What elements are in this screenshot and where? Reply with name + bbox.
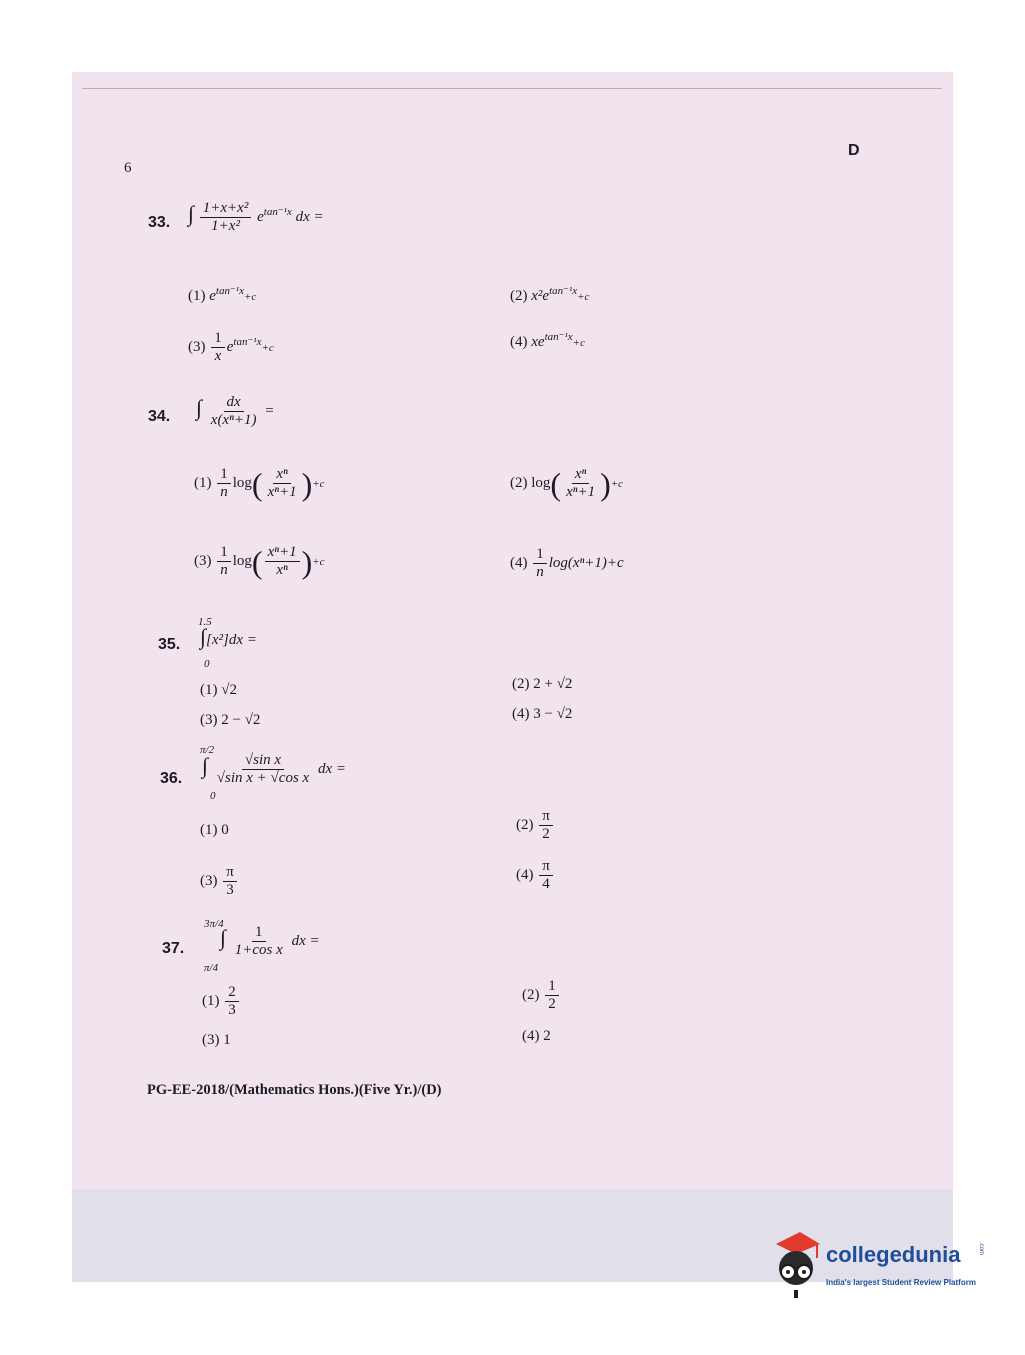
q34-option-4: (4) $\frac{1}{n}$ log(xⁿ+1)+c [510,546,624,581]
question-37-expression: ∫ $\frac{1}{\text{1+cos x}}$ dx = [220,924,320,959]
q37-upper-limit: 3π/4 [204,918,224,930]
q33-option-1: (1) $e^{tan^{-1}x}+c$ [188,285,257,304]
page-edge-line [82,88,942,89]
q35-option-2: (2) 2 + √2 [512,676,573,692]
q34-option-1: (1) $\frac{1}{n}$ log( $\frac{\text{xⁿ}}{\text{xⁿ+1}}$ )+c [194,465,325,502]
q37-option-1: (1) $\frac{2}{3}$ [202,984,241,1020]
fraction: $\frac{1}{n}$ [217,466,231,502]
logo-tagline: India's largest Student Review Platform [826,1278,976,1287]
integral-sign: ∫ [200,624,207,649]
fraction: $\frac{dx}{\text{x(xⁿ+1)}}$ [210,394,257,429]
q35-lower-limit: 0 [204,658,210,670]
q36-option-2: (2) $\frac{\pi}{2}$ [516,808,555,844]
fraction: $\frac{\text{√sin x}}{\text{√sin x + √cos x}}$ [216,752,310,787]
q33-option-2: (2) $x^2e^{tan^{-1}x}+c$ [510,285,590,304]
question-36-number: 36. [160,770,183,787]
integral-sign: ∫ [220,925,227,951]
question-35-number: 35. [158,636,181,653]
footer-paper-code: PG-EE-2018/(Mathematics Hons.)(Five Yr.)/(D) [147,1082,442,1098]
question-37-number: 37. [162,940,185,957]
q34-option-3: (3) $\frac{1}{n}$ log( $\frac{\text{xⁿ+1}}{\text{xⁿ}}$ )+c [194,543,325,580]
set-code: D [848,142,860,159]
fraction: $\frac{\text{xⁿ+1}}{\text{xⁿ}}$ [265,544,300,580]
fraction: $\frac{1}{2}$ [545,978,559,1014]
q37-option-4: (4) 2 [522,1028,551,1044]
fraction: $\frac{\pi}{3}$ [223,864,237,900]
question-34-expression: ∫ $\frac{dx}{\text{x(xⁿ+1)}}$ = [196,394,274,429]
fraction: $\frac{\text{1+x+x²}}{\text{1+x²}}$ [200,200,252,236]
fraction: $\frac{\pi}{4}$ [539,858,553,894]
question-35-expression: ∫[x²]dx = [200,624,257,649]
q34-option-2: (2) log( $\frac{\text{xⁿ}}{\text{xⁿ+1}}$ )+c [510,465,624,502]
fraction: $\frac{1}{x}$ [211,330,225,366]
q37-lower-limit: π/4 [204,962,219,974]
q33-option-3: (3) $\frac{1}{x}$ $e^{tan^{-1}x}+c$ [188,330,274,365]
q36-lower-limit: 0 [210,790,216,802]
logo-wordmark: collegedunia [826,1242,961,1267]
page-number: 6 [124,160,132,176]
q37-option-2: (2) $\frac{1}{2}$ [522,978,561,1014]
fraction: $\frac{\text{xⁿ}}{\text{xⁿ+1}}$ [267,466,297,501]
q36-option-1: (1) 0 [200,822,229,838]
q35-upper-limit: 1.5 [198,616,212,628]
integral-sign: ∫ [196,395,203,421]
q36-option-4: (4) $\frac{\pi}{4}$ [516,858,555,894]
question-33-number: 33. [148,214,171,231]
question-36-expression: ∫ $\frac{\text{√sin x}}{\text{√sin x + √cos x}}$ dx = [202,752,346,787]
q36-option-3: (3) $\frac{\pi}{3}$ [200,864,239,900]
q35-option-1: (1) √2 [200,682,237,698]
integral-sign: ∫ [202,753,209,779]
fraction: $\frac{1}{n}$ [533,546,547,582]
fraction: $\frac{\pi}{2}$ [539,808,553,844]
integral-sign: ∫ [188,201,195,227]
q33-option-4: (4) $xe^{tan^{-1}x}+c$ [510,331,585,350]
fraction: $\frac{\text{xⁿ}}{\text{xⁿ+1}}$ [566,466,596,501]
q35-option-3: (3) 2 − √2 [200,712,261,728]
mascot-icon [770,1230,822,1300]
question-34-number: 34. [148,408,171,425]
q36-upper-limit: π/2 [200,744,215,756]
question-33-expression: ∫ $\frac{\text{1+x+x²}}{\text{1+x²}}$ $e^{tan^{-1}x}$ dx = [188,200,324,235]
fraction: $\frac{1}{\text{1+cos x}}$ [234,924,283,959]
fraction: $\frac{1}{n}$ [217,544,231,580]
collegedunia-logo[interactable] [768,1222,1008,1312]
fraction: $\frac{2}{3}$ [225,984,239,1020]
q35-option-4: (4) 3 − √2 [512,706,573,722]
logo-domain: .com [978,1242,984,1256]
q37-option-3: (3) 1 [202,1032,231,1048]
scanned-page [72,72,953,1282]
